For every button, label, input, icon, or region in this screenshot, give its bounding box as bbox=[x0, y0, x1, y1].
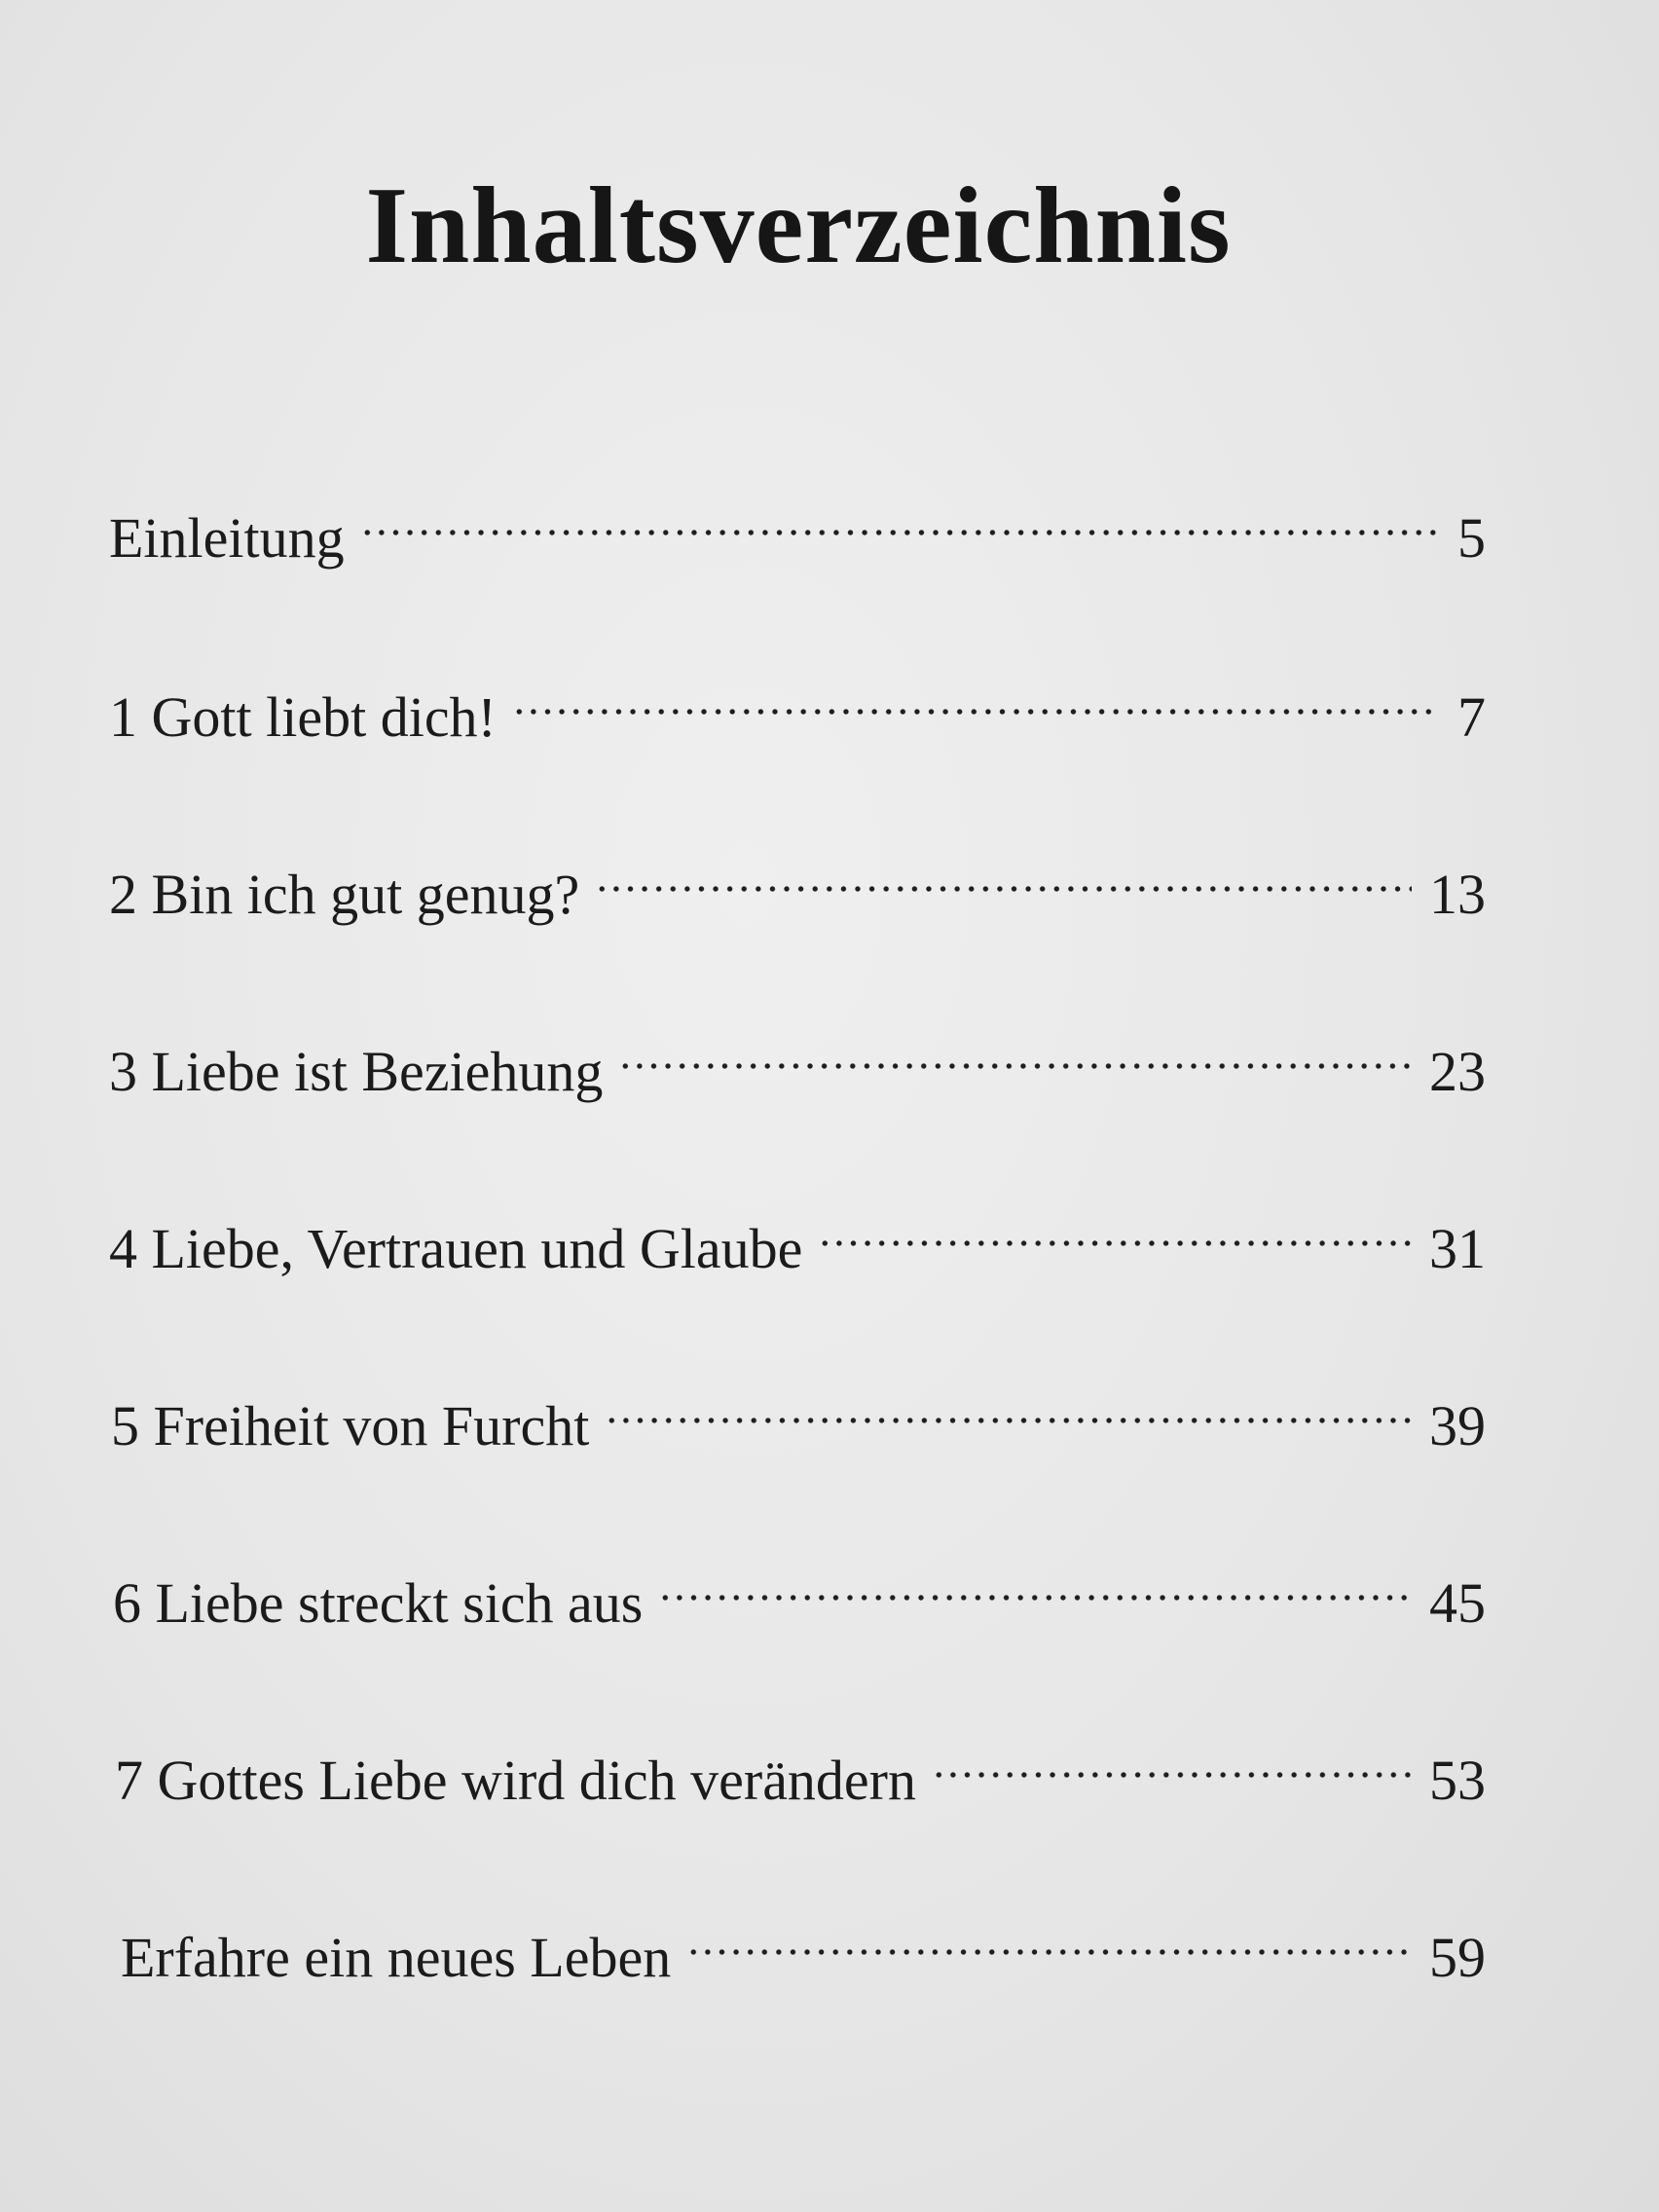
dot-leader bbox=[360, 479, 1440, 557]
toc-entry bbox=[109, 658, 1486, 749]
toc-entry bbox=[109, 1190, 1486, 1280]
toc-entry-label: 6 Liebe streckt sich aus bbox=[113, 1571, 644, 1635]
page-title: Inhaltsverzeichnis bbox=[365, 166, 1232, 286]
toc-entry bbox=[109, 1013, 1486, 1103]
toc-entry bbox=[121, 1899, 1486, 1989]
toc-entry-page-number: 59 bbox=[1429, 1926, 1486, 1989]
dot-leader bbox=[605, 1367, 1412, 1445]
toc-entry bbox=[109, 835, 1486, 926]
toc-entry-label: 5 Freiheit von Furcht bbox=[111, 1394, 590, 1457]
dot-leader bbox=[618, 1013, 1412, 1090]
toc-entry bbox=[115, 1721, 1486, 1812]
dot-leader bbox=[932, 1721, 1412, 1799]
toc-entry-page-number: 23 bbox=[1429, 1040, 1486, 1103]
toc-entry-page-number: 5 bbox=[1457, 506, 1486, 570]
toc-entry-page-number: 53 bbox=[1429, 1749, 1486, 1812]
dot-leader bbox=[818, 1190, 1412, 1268]
toc-entry-label: 4 Liebe, Vertrauen und Glaube bbox=[109, 1217, 803, 1280]
dot-leader bbox=[658, 1544, 1412, 1622]
toc-entry-label: Erfahre ein neues Leben bbox=[121, 1926, 672, 1989]
toc-entry-label: 1 Gott liebt dich! bbox=[109, 685, 497, 749]
toc-entry-page-number: 7 bbox=[1457, 685, 1486, 749]
toc-entry-page-number: 39 bbox=[1429, 1394, 1486, 1457]
toc-entry-page-number: 31 bbox=[1429, 1217, 1486, 1280]
toc-entry-label: 2 Bin ich gut genug? bbox=[109, 863, 580, 926]
toc-entry-label: 3 Liebe ist Beziehung bbox=[109, 1040, 604, 1103]
toc-entry-label: 7 Gottes Liebe wird dich verändern bbox=[115, 1749, 916, 1812]
toc-entry bbox=[111, 1367, 1486, 1457]
dot-leader bbox=[686, 1899, 1412, 1976]
toc-entry-page-number: 45 bbox=[1429, 1571, 1486, 1635]
toc-entry bbox=[113, 1544, 1486, 1635]
toc-entry-label: Einleitung bbox=[109, 506, 345, 570]
toc-entry bbox=[109, 479, 1486, 570]
toc-entry-page-number: 13 bbox=[1429, 863, 1486, 926]
dot-leader bbox=[512, 658, 1440, 736]
dot-leader bbox=[595, 835, 1412, 913]
